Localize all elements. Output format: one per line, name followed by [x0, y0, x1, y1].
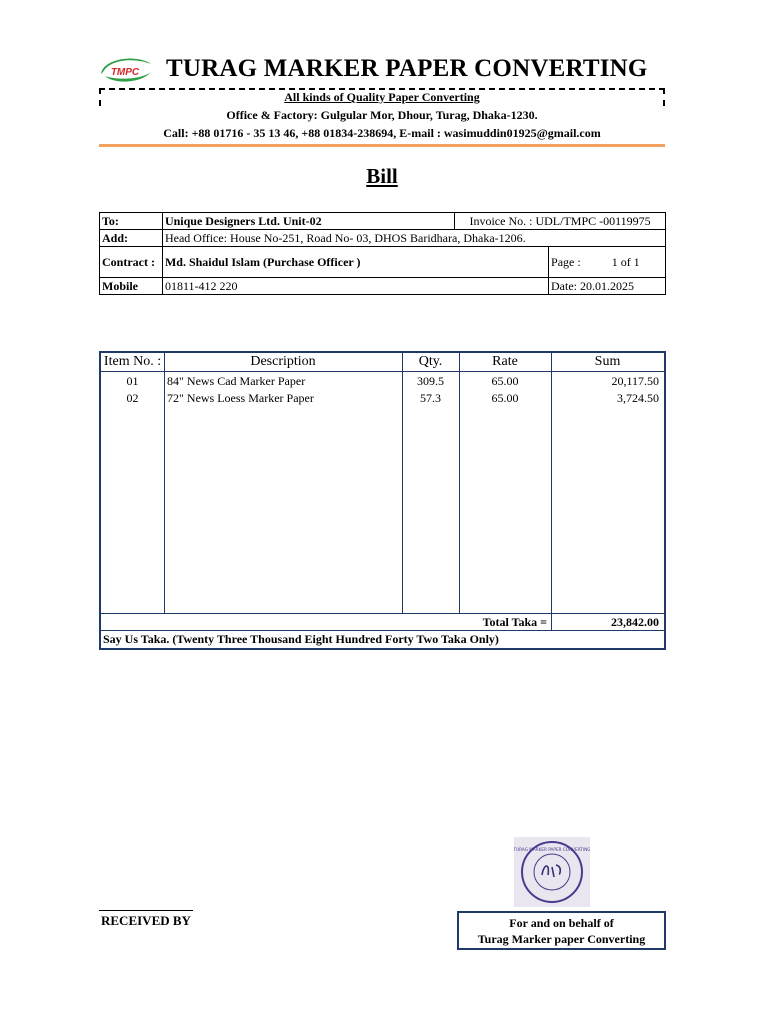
- company-logo: [97, 52, 153, 86]
- invoice-number: Invoice No. : UDL/TMPC -00119975: [455, 213, 666, 230]
- bill-date: Date: 20.01.2025: [549, 278, 666, 295]
- page-title: Bill: [366, 164, 398, 188]
- row-description: 84" News Cad Marker Paper: [167, 374, 306, 388]
- items-table: [99, 351, 666, 650]
- row-item-no: 02: [126, 391, 139, 405]
- header-description: Description: [250, 354, 316, 369]
- behalf-line-1: For and on behalf of: [509, 916, 614, 930]
- row-sum: 3,724.50: [617, 391, 659, 405]
- row-qty: 309.5: [417, 374, 444, 388]
- company-seal-stamp: [514, 837, 590, 907]
- row-description: 72" News Loess Marker Paper: [167, 391, 314, 405]
- mobile-label: Mobile: [100, 278, 163, 295]
- contract-row: [100, 247, 666, 278]
- to-label: To:: [100, 213, 163, 230]
- mobile-value: 01811-412 220: [162, 278, 548, 295]
- received-signature-line: [99, 910, 193, 911]
- company-address: Office & Factory: Gulgular Mor, Dhour, Turag, Dhaka-1230.: [226, 108, 538, 122]
- header-rate: Rate: [492, 354, 518, 369]
- page-label: Page :: [551, 255, 581, 269]
- col-divider: [164, 353, 165, 613]
- total-value: 23,842.00: [611, 615, 659, 629]
- behalf-box: [457, 911, 666, 950]
- page-cell: [549, 247, 666, 278]
- company-name: TURAG MARKER PAPER CONVERTING: [166, 55, 648, 82]
- contract-value: Md. Shaidul Islam (Purchase Officer ): [162, 247, 548, 278]
- items-header-rule: [101, 371, 664, 372]
- to-row: [100, 213, 666, 230]
- row-item-no: 01: [126, 374, 139, 388]
- address-row: [100, 230, 666, 247]
- header-divider: [99, 144, 665, 147]
- header-item-no: Item No. :: [103, 354, 162, 369]
- amount-in-words: Say Us Taka. (Twenty Three Thousand Eight Hundred Forty Two Taka Only): [103, 632, 499, 646]
- row-rate: 65.00: [491, 374, 519, 388]
- add-value: Head Office: House No-251, Road No- 03, DHOS Baridhara, Dhaka-1206.: [162, 230, 665, 247]
- mobile-row: [100, 278, 666, 295]
- total-label: Total Taka =: [482, 615, 547, 629]
- received-by-label: RECEIVED BY: [101, 913, 191, 928]
- contract-label: Contract :: [100, 247, 163, 278]
- bill-info-table: [99, 212, 666, 295]
- to-value: Unique Designers Ltd. Unit-02: [162, 213, 454, 230]
- seal-text: TURAG MARKER PAPER CONVERTING: [514, 847, 590, 852]
- row-qty: 57.3: [420, 391, 441, 405]
- page-value: 1 of 1: [611, 255, 640, 269]
- header-qty: Qty.: [418, 354, 443, 369]
- add-label: Add:: [100, 230, 163, 247]
- tagline: All kinds of Quality Paper Converting: [284, 90, 480, 104]
- header-sum: Sum: [594, 354, 621, 369]
- behalf-line-2: Turag Marker paper Converting: [477, 932, 646, 946]
- row-rate: 65.00: [491, 391, 519, 405]
- logo-text: TMPC: [110, 67, 140, 78]
- row-sum: 20,117.50: [611, 374, 659, 388]
- company-contact: Call: +88 01716 - 35 13 46, +88 01834-238694, E-mail : wasimuddin01925@gmail.com: [163, 126, 601, 140]
